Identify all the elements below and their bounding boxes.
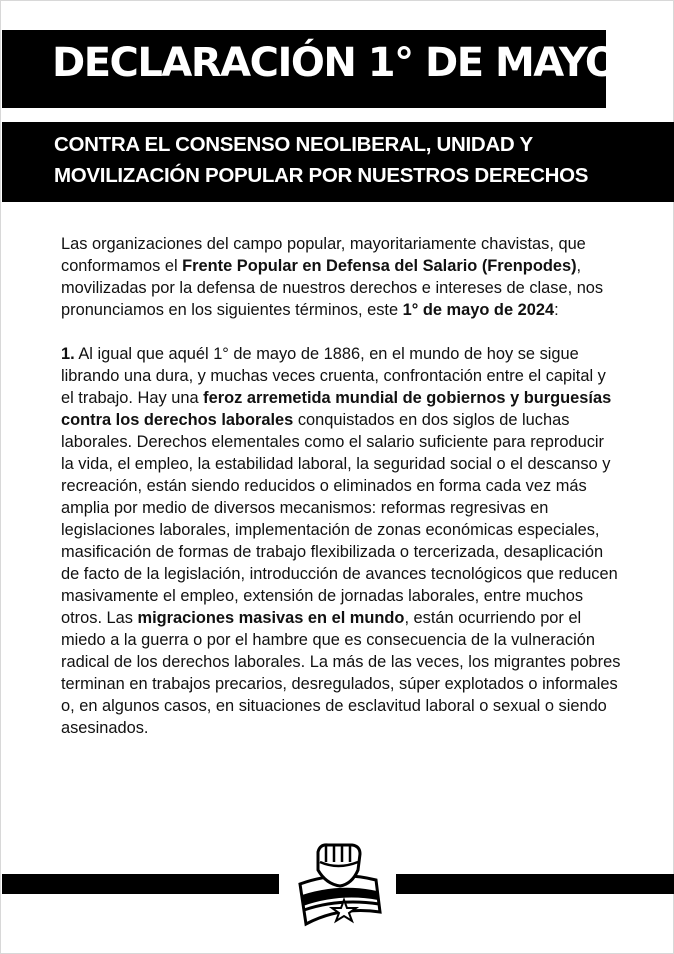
intro-bold-date: 1° de mayo de 2024 [402,301,555,319]
point-1-number: 1. [61,345,75,363]
intro-text-1: Las organizaciones del campo popular, mayoritariamente chavistas, que conformamos el [61,235,586,275]
intro-paragraph [61,233,621,321]
intro-text-3: : [554,301,559,319]
subtitle-line-1: CONTRA EL CONSENSO NEOLIBERAL, UNIDAD Y [54,133,533,156]
point-1-text-2: conquistados en dos siglos de luchas laborales. Derechos elementales como el salario suficiente para reproducir la vida, el empleo, la estabilidad laboral, la seguridad social o el descanso y recreación, están siendo reducidos o eliminados en forma cada vez más amplia por medio de diversos mecanismos: reformas regresivas en legislaciones laborales, implementación de zonas económicas especiales, masificación de formas de trabajo flexibilizada o tercerizada, desaplicación de facto de la legislación, introducción de avances tecnológicos que reducen masivamente el empleo, extensión de jornadas laborales, entre muchos otros. Las [61,411,618,627]
intro-text-2: , movilizadas por la defensa de nuestros derechos e intereses de clase, nos pronunciamos en los siguientes términos, este [61,257,604,319]
declaration-body [61,233,621,761]
point-1-bold-1: feroz arremetida mundial de gobiernos y burguesías contra los derechos laborales [61,389,612,429]
page-title: DECLARACIÓN 1° DE MAYO [52,40,618,86]
footer-bar-right [396,874,674,894]
subtitle-line-2: MOVILIZACIÓN POPULAR POR NUESTROS DERECHOS [54,164,589,187]
point-1-text-3: , están ocurriendo por el miedo a la guerra o por el hambre que es consecuencia de la vulneración radical de los derechos laborales. La más de las veces, los migrantes pobres terminan en trabajos precarios, desregulados, súper explotados o informales o, en algunos casos, en situaciones de esclavitud laboral o sexual o siendo asesinados. [61,609,621,737]
intro-bold-org: Frente Popular en Defensa del Salario (Frenpodes) [182,257,577,275]
point-1-bold-2: migraciones masivas en el mundo [137,609,405,627]
raised-fist-flag-icon [292,840,384,930]
footer-bar-left [2,874,279,894]
point-1-text-1: Al igual que aquél 1° de mayo de 1886, en el mundo de hoy se sigue librando una dura, y muchas veces cruenta, confrontación entre el capital y el trabajo. Hay una [61,345,606,407]
point-1-paragraph [61,343,621,739]
